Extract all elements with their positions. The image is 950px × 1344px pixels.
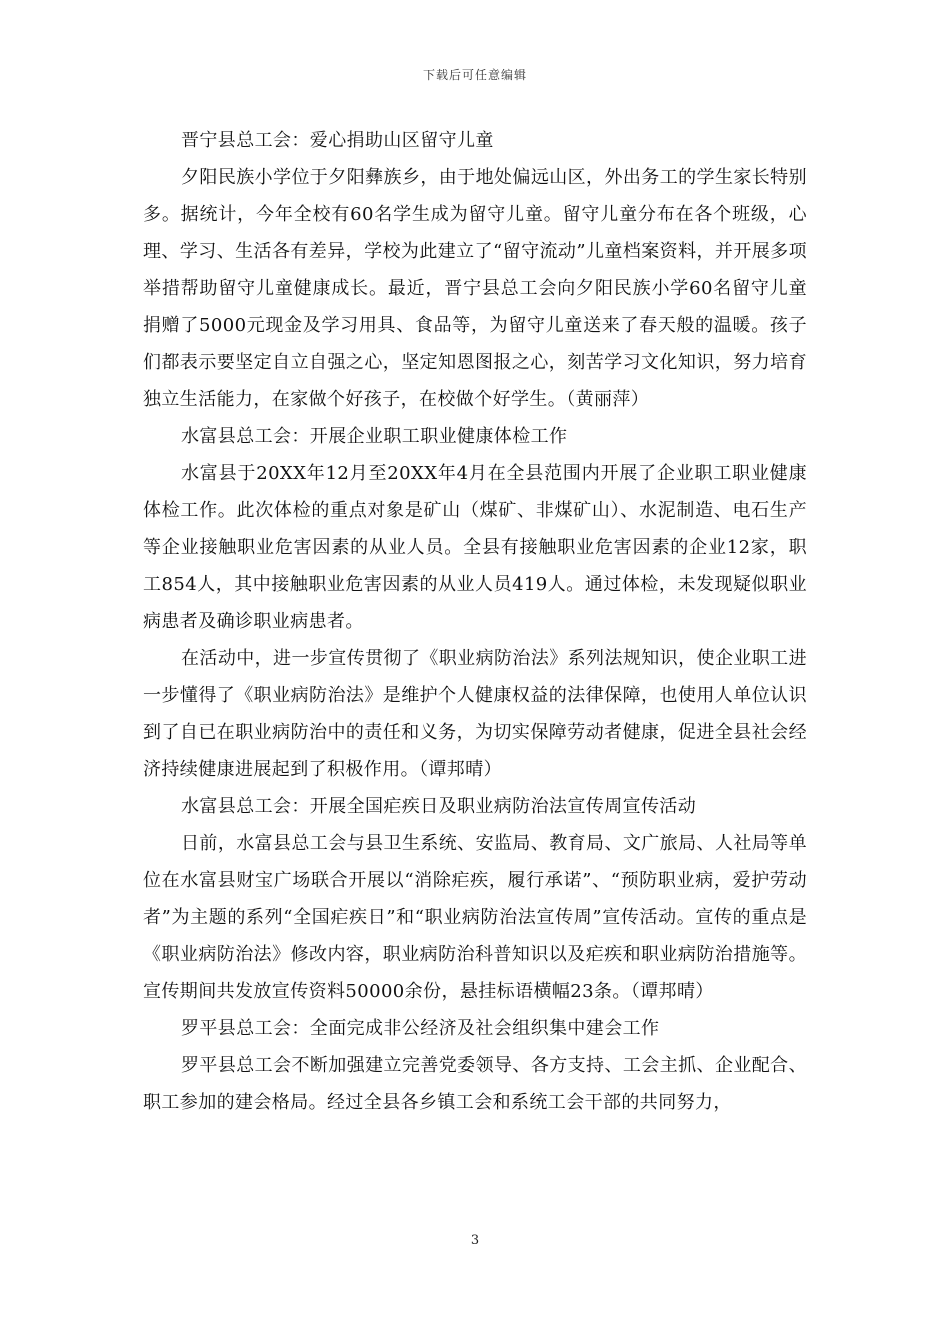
page-number: 3 xyxy=(470,1233,480,1248)
page-header: 下载后可任意编辑 xyxy=(422,68,527,82)
body-paragraph: 水富县于20XX年12月至20XX年4月在全县范围内开展了企业职工职业健康体检工作。此次体检的重点对象是矿山（煤矿、非煤矿山）、水泥制造、电石生产等企业接触职业危害因素的从业人员。全县有接触职业危害因素的企业12家，职工854人，其中接触职业危害因素的从业人员419人。通过体检，未发现疑似职业病患者及确诊职业病患者。 xyxy=(143,463,807,632)
body-paragraph: 在活动中，进一步宣传贯彻了《职业病防治法》系列法规知识，使企业职工进一步懂得了《职业病防治法》是维护个人健康权益的法律保障，也使用人单位认识到了自已在职业病防治中的责任和义务，为切实保障劳动者健康，促进全县社会经济持续健康进展起到了积极作用。（谭邦晴） xyxy=(143,648,807,780)
document-body xyxy=(143,122,807,1121)
body-paragraph: 夕阳民族小学位于夕阳彝族乡，由于地处偏远山区，外出务工的学生家长特别多。据统计，今年全校有60名学生成为留守儿童。留守儿童分布在各个班级，心理、学习、生活各有差异，学校为此建立了“留守流动”儿童档案资料，并开展多项举措帮助留守儿童健康成长。最近，晋宁县总工会向夕阳民族小学60名留守儿童捐赠了5000元现金及学习用具、食品等，为留守儿童送来了春天般的温暖。孩子们都表示要坚定自立自强之心，坚定知恩图报之心，刻苦学习文化知识，努力培育独立生活能力，在家做个好孩子，在校做个好学生。（黄丽萍） xyxy=(143,167,807,410)
section-title: 罗平县总工会：全面完成非公经济及社会组织集中建会工作 xyxy=(181,1018,660,1039)
body-paragraph: 罗平县总工会不断加强建立完善党委领导、各方支持、工会主抓、企业配合、职工参加的建会格局。经过全县各乡镇工会和系统工会干部的共同努力， xyxy=(143,1055,807,1113)
section-title: 水富县总工会：开展企业职工职业健康体检工作 xyxy=(181,426,568,447)
section-title: 水富县总工会：开展全国疟疾日及职业病防治法宣传周宣传活动 xyxy=(181,796,697,817)
body-paragraph: 日前，水富县总工会与县卫生系统、安监局、教育局、文广旅局、人社局等单位在水富县财宝广场联合开展以“消除疟疾，履行承诺”、“预防职业病，爱护劳动者”为主题的系列“全国疟疾日”和“职业病防治法宣传周”宣传活动。宣传的重点是《职业病防治法》修改内容，职业病防治科普知识以及疟疾和职业病防治措施等。宣传期间共发放宣传资料50000余份，悬挂标语横幅23条。（谭邦晴） xyxy=(143,833,807,1002)
section-title: 晋宁县总工会：爱心捐助山区留守儿童 xyxy=(181,130,494,151)
